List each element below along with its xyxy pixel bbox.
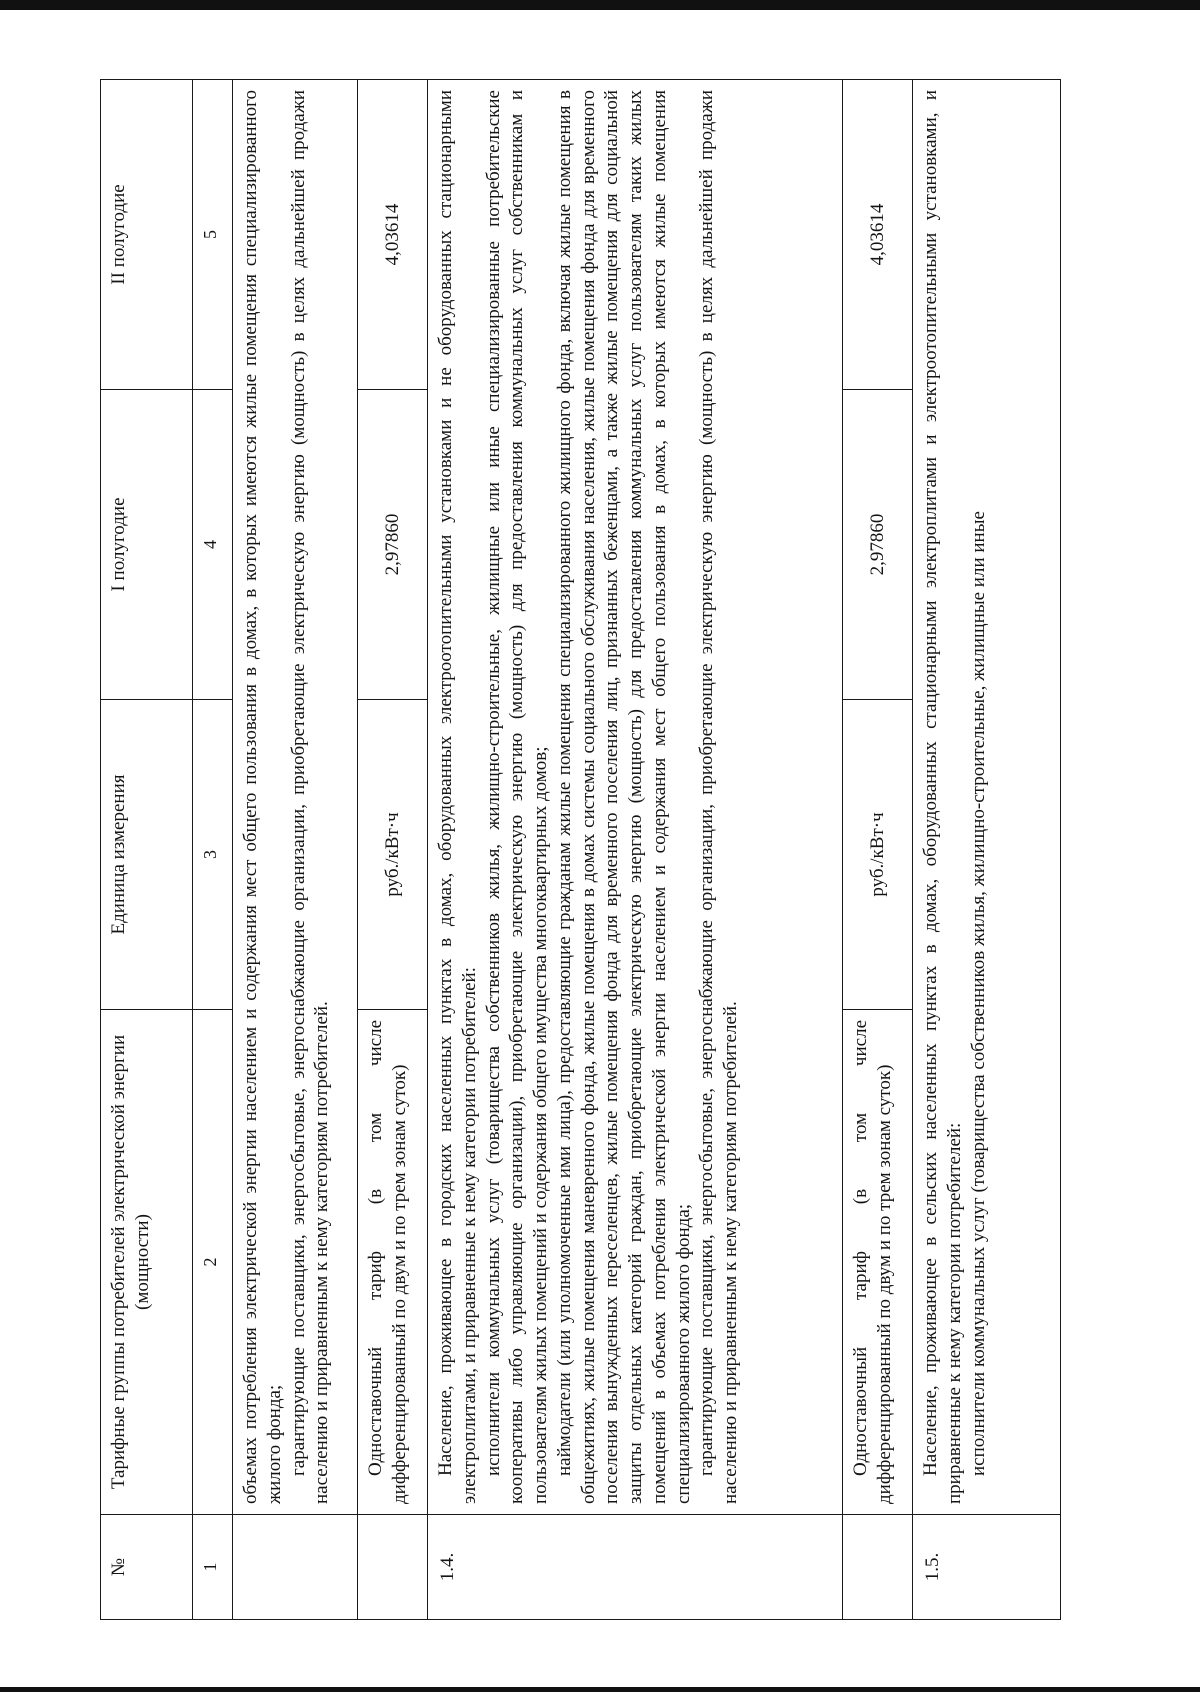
column-index-row [193,80,233,1620]
index-cell: 4 [193,390,233,700]
paragraph: Население, проживающее в сельских населенных пунктах в домах, оборудованных стационарными электроплитами и электроотопительными установками, и приравненные к нему категории потребителей: [920,90,965,1504]
tariff-number-cell [358,1515,428,1620]
scan-edge-bottom [0,1687,1200,1692]
scan-edge-top [0,0,1200,10]
tariff-label: Одноставочный тариф (в том числе дифференцированный по двум и по трем зонам суток) [358,1010,428,1515]
header-unit: Единица измерения [101,700,193,1010]
tariff-label: Одноставочный тариф (в том числе дифференцированный по двум и по трем зонам суток) [843,1010,913,1515]
paragraph: гарантирующие поставщики, энергосбытовые, энергоснабжающие организации, приобретающие электрическую энергию (мощность) в целях дальнейшей продажи населению и приравненным к нему категориям потребителей. [287,90,333,1504]
header-first-half: I полугодие [101,390,193,700]
rotated-page [100,80,1060,1620]
tariff-value-first-half: 2,97860 [843,390,913,700]
paragraph: исполнители коммунальных услуг (товарищества собственников жилья, жилищно-строительные, жилищные или иные [967,511,989,1476]
section-text [913,80,1061,1515]
section-number: 1.4. [428,1515,843,1620]
header-number: № [101,1515,193,1620]
tariff-value-first-half: 2,97860 [358,390,428,700]
header-second-half: II полугодие [101,80,193,390]
continuation-text [233,80,358,1515]
tariff-value-second-half: 4,03614 [843,80,913,390]
section-row [913,80,1061,1620]
tariff-row [358,80,428,1620]
tariff-row [843,80,913,1620]
paragraph: объемах потребления электрической энергии населением и содержания мест общего пользования в домах, в которых имеются жилые помещения специализированного жилого фонда; [240,90,285,1504]
header-tariff-group: Тарифные группы потребителей электрической энергии (мощности) [101,1010,193,1515]
index-cell: 2 [193,1010,233,1515]
index-cell: 3 [193,700,233,1010]
header-row [101,80,193,1620]
tariff-unit: руб./кВт·ч [358,700,428,1010]
paragraph: Население, проживающее в городских населенных пунктах в домах, оборудованных электроотопительными установками и не оборудованных стационарными электроплитами, и приравненные к нему категории потребителей: [435,90,480,1504]
paragraph: гарантирующие поставщики, энергосбытовые, энергоснабжающие организации, приобретающие электрическую энергию (мощность) в целях дальнейшей продажи населению и приравненным к нему категориям потребителей. [696,90,741,1504]
index-cell: 5 [193,80,233,390]
section-text [428,80,843,1515]
continuation-row [233,80,358,1620]
tariff-value-second-half: 4,03614 [358,80,428,390]
tariff-number-cell [843,1515,913,1620]
section-number: 1.5. [913,1515,1061,1620]
tariff-unit: руб./кВт·ч [843,700,913,1010]
tariff-table [100,79,1061,1620]
section-row [428,80,843,1620]
paragraph: наймодатели (или уполномоченные ими лица), предоставляющие гражданам жилые помещения специализированного жилищного фонда, включая жилые помещения в общежитиях, жилые помещения маневренного фонда, жилые помещения в домах системы социального обслуживания населения, жилые помещения фонда для временного поселения вынужденных переселенцев, жилые помещения фонда для временного поселения лиц, признанных беженцами, а также жилые помещения для социальной защиты отдельных категорий граждан, приобретающие электрическую энергию (мощность) для предоставления коммунальных услуг пользователям таких жилых помещений в объемах потребления электрической энергии населением и содержания мест общего пользования в домах, в которых имеются жилые помещения специализированного жилого фонда; [553,90,694,1504]
paragraph: исполнители коммунальных услуг (товарищества собственников жилья, жилищно-строительные, жилищные или иные специализированные потребительские кооперативы либо управляющие организации), приобретающие электрическую энергию (мощность) для предоставления коммунальных услуг собственникам и пользователям жилых помещений и содержания общего имущества многоквартирных домов; [482,90,551,1504]
continuation-number-cell [233,1515,358,1620]
index-cell: 1 [193,1515,233,1620]
